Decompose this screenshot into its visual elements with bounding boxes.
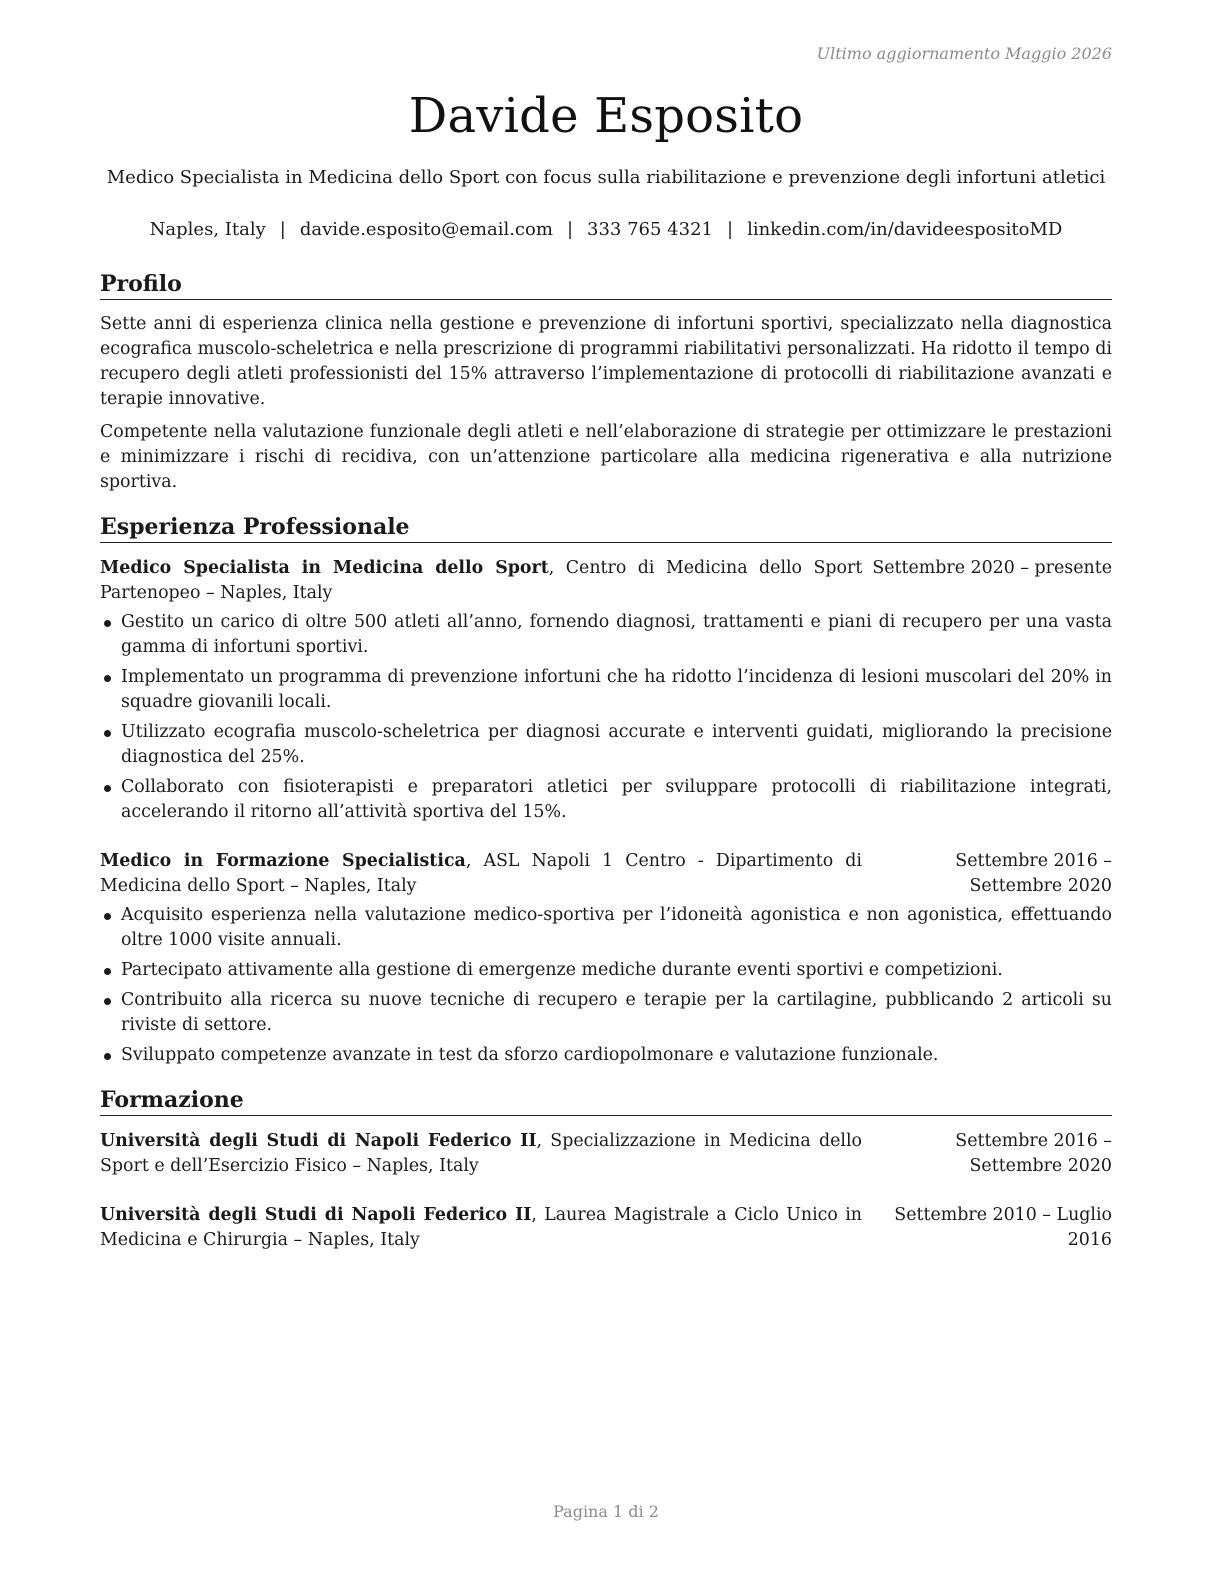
job-bullets xyxy=(100,903,1112,1068)
contact-phone[interactable]: 333 765 4321 xyxy=(587,219,713,240)
contact-line xyxy=(100,219,1112,240)
education-section xyxy=(100,1086,1112,1253)
education-heading xyxy=(100,1203,862,1253)
candidate-name: Davide Esposito xyxy=(408,88,804,144)
contact-email[interactable]: davide.esposito@email.com xyxy=(299,219,553,240)
section-title-experience: Esperienza Professionale xyxy=(100,513,1112,543)
page-number: Pagina 1 di 2 xyxy=(553,1502,659,1521)
resume-page xyxy=(100,0,1112,1584)
education-dates: Settembre 2010 – Luglio 2016 xyxy=(894,1205,1112,1250)
list-item: Partecipato attivamente alla gestione di emergenze mediche durante eventi sportivi e competizioni. xyxy=(100,958,1112,983)
education-heading xyxy=(100,1129,862,1179)
section-title-profile: Profilo xyxy=(100,270,1112,300)
tagline: Medico Specialista in Medicina dello Sport con focus sulla riabilitazione e prevenzione degli infortuni atletici xyxy=(106,167,1106,188)
contact-separator: | xyxy=(279,219,286,240)
section-title-education: Formazione xyxy=(100,1086,1112,1116)
contact-separator: | xyxy=(726,219,734,240)
job-employer: , ASL Napoli 1 Centro - Dipartimento di Medicina dello Sport – Naples, Italy xyxy=(100,851,862,896)
list-item: Contribuito alla ricerca su nuove tecniche di recupero e terapie per la cartilagine, pubblicando 2 articoli su riviste di settore. xyxy=(100,988,1112,1038)
list-item: Implementato un programma di prevenzione infortuni che ha ridotto l’incidenza di lesioni muscolari del 20% in squadre giovanili locali. xyxy=(100,665,1112,715)
education-entry xyxy=(100,1203,1112,1253)
contact-separator: | xyxy=(566,219,574,240)
job-role: Medico Specialista in Medicina dello Sport xyxy=(100,558,549,578)
education-school: Università degli Studi di Napoli Federico II xyxy=(100,1205,532,1225)
job-dates: Settembre 2020 – presente xyxy=(872,558,1112,578)
education-school: Università degli Studi di Napoli Federico II xyxy=(100,1131,537,1151)
resume-content xyxy=(100,270,1112,1253)
education-dates: Settembre 2016 – Settembre 2020 xyxy=(955,1131,1112,1176)
list-item: Utilizzato ecografia muscolo-scheletrica per diagnosi accurate e interventi guidati, migliorando la precisione diagnostica del 25%. xyxy=(100,720,1112,770)
education-degree: , Laurea Magistrale a Ciclo Unico in Medicina e Chirurgia – Naples, Italy xyxy=(100,1205,862,1250)
job-entry xyxy=(100,556,1112,606)
education-degree: , Specializzazione in Medicina dello Sport e dell’Esercizio Fisico – Naples, Italy xyxy=(100,1131,862,1176)
job-heading xyxy=(100,556,862,606)
job-dates: Settembre 2016 – Settembre 2020 xyxy=(955,851,1112,896)
list-item: Sviluppato competenze avanzate in test da sforzo cardiopolmonare e valutazione funzionale. xyxy=(100,1043,1112,1068)
profile-paragraph: Competente nella valutazione funzionale degli atleti e nell’elaborazione di strategie per ottimizzare le prestazioni e minimizzare i rischi di recidiva, con un’attenzione particolare alla medicina rigenerativa e alla nutrizione sportiva. xyxy=(100,422,1112,492)
education-entry xyxy=(100,1129,1112,1179)
profile-section xyxy=(100,270,1112,495)
job-role: Medico in Formazione Specialistica xyxy=(100,851,466,871)
job-bullets xyxy=(100,610,1112,825)
experience-section xyxy=(100,513,1112,1068)
contact-location: Naples, Italy xyxy=(149,219,266,240)
list-item: Gestito un carico di oltre 500 atleti all’anno, fornendo diagnosi, trattamenti e piani di recupero per una vasta gamma di infortuni sportivi. xyxy=(100,610,1112,660)
list-item: Acquisito esperienza nella valutazione medico-sportiva per l’idoneità agonistica e non agonistica, effettuando oltre 1000 visite annuali. xyxy=(100,903,1112,953)
job-heading xyxy=(100,849,862,899)
contact-linkedin[interactable]: linkedin.com/in/davideespositoMD xyxy=(747,219,1063,240)
profile-paragraph: Sette anni di esperienza clinica nella gestione e prevenzione di infortuni sportivi, specializzato nella diagnostica ecografica muscolo-scheletrica e nella prescrizione di programmi riabilitativi personalizzati. Ha ridotto il tempo di recupero degli atleti professionisti del 15% attraverso l’implementazione di protocolli di riabilitazione avanzati e terapie innovative. xyxy=(100,314,1112,409)
list-item: Collaborato con fisioterapisti e preparatori atletici per sviluppare protocolli di riabilitazione integrati, accelerando il ritorno all’attività sportiva del 15%. xyxy=(100,775,1112,825)
job-entry xyxy=(100,849,1112,899)
job-employer: , Centro di Medicina dello Sport Partenopeo – Naples, Italy xyxy=(100,558,863,603)
last-updated: Ultimo aggiornamento Maggio 2026 xyxy=(816,44,1112,63)
